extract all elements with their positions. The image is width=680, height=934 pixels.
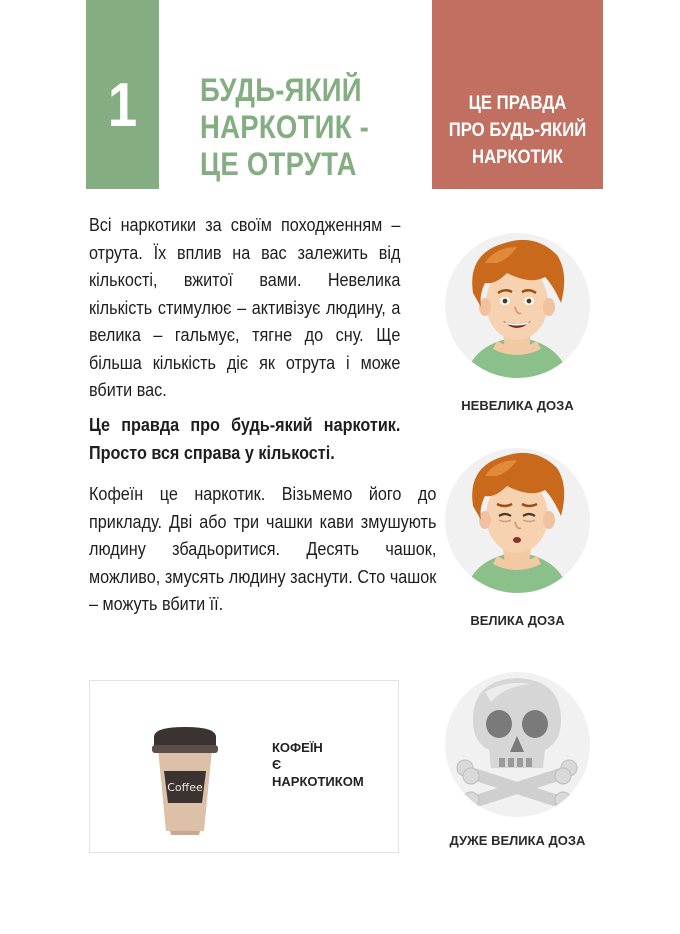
skull-crossbones-icon xyxy=(445,672,590,817)
title-line-1: БУДЬ-ЯКИЙ xyxy=(200,72,362,108)
truth-line-3: НАРКОТИК xyxy=(472,147,563,168)
coffee-cup-icon xyxy=(140,719,230,839)
caffeine-label-line-2: Є xyxy=(272,757,282,772)
caffeine-label xyxy=(272,739,364,790)
truth-line-1: ЦЕ ПРАВДА xyxy=(468,93,567,114)
title-line-2: НАРКОТИК - xyxy=(200,109,370,145)
truth-banner xyxy=(432,0,603,189)
dose-label-large: ВЕЛИКА ДОЗА xyxy=(470,613,565,628)
caffeine-paragraph: Кофеїн це наркотик. Візьмемо його до прикладу. Дві або три чашки кави змушують людину збадьоритися. Десять чашок, можливо, змусять людину заснути. Сто чашок – можуть вбити її. xyxy=(89,484,437,614)
smiling-boy-icon xyxy=(445,233,590,378)
dose-label-small: НЕВЕЛИКА ДОЗА xyxy=(461,398,574,413)
page-title xyxy=(200,72,389,183)
coffee-panel xyxy=(89,680,399,853)
title-line-3: ЦЕ ОТРУТА xyxy=(200,146,357,182)
section-number-box xyxy=(86,0,159,189)
caffeine-label-line-1: КОФЕЇН xyxy=(272,740,323,755)
intro-paragraph: Всі наркотики за своїм походженням – отрута. Їх вплив на вас залежить від кількості, вжитої вами. Невелика кількість стимулює – активізує людину, а велика – гальмує, тягне до сну. Ще більша кількість діє як отрута і може вбити вас. xyxy=(89,215,401,400)
truth-line-2: ПРО БУДЬ-ЯКИЙ xyxy=(448,120,587,141)
dose-label-very-large: ДУЖЕ ВЕЛИКА ДОЗА xyxy=(449,833,586,848)
section-number: 1 xyxy=(107,71,138,140)
cup-text: Coffee xyxy=(167,781,203,794)
caffeine-label-line-3: НАРКОТИКОМ xyxy=(272,774,364,789)
sleepy-boy-icon xyxy=(445,448,590,593)
key-statement: Це правда про будь-який наркотик. Просто вся справа у кількості. xyxy=(89,415,401,463)
